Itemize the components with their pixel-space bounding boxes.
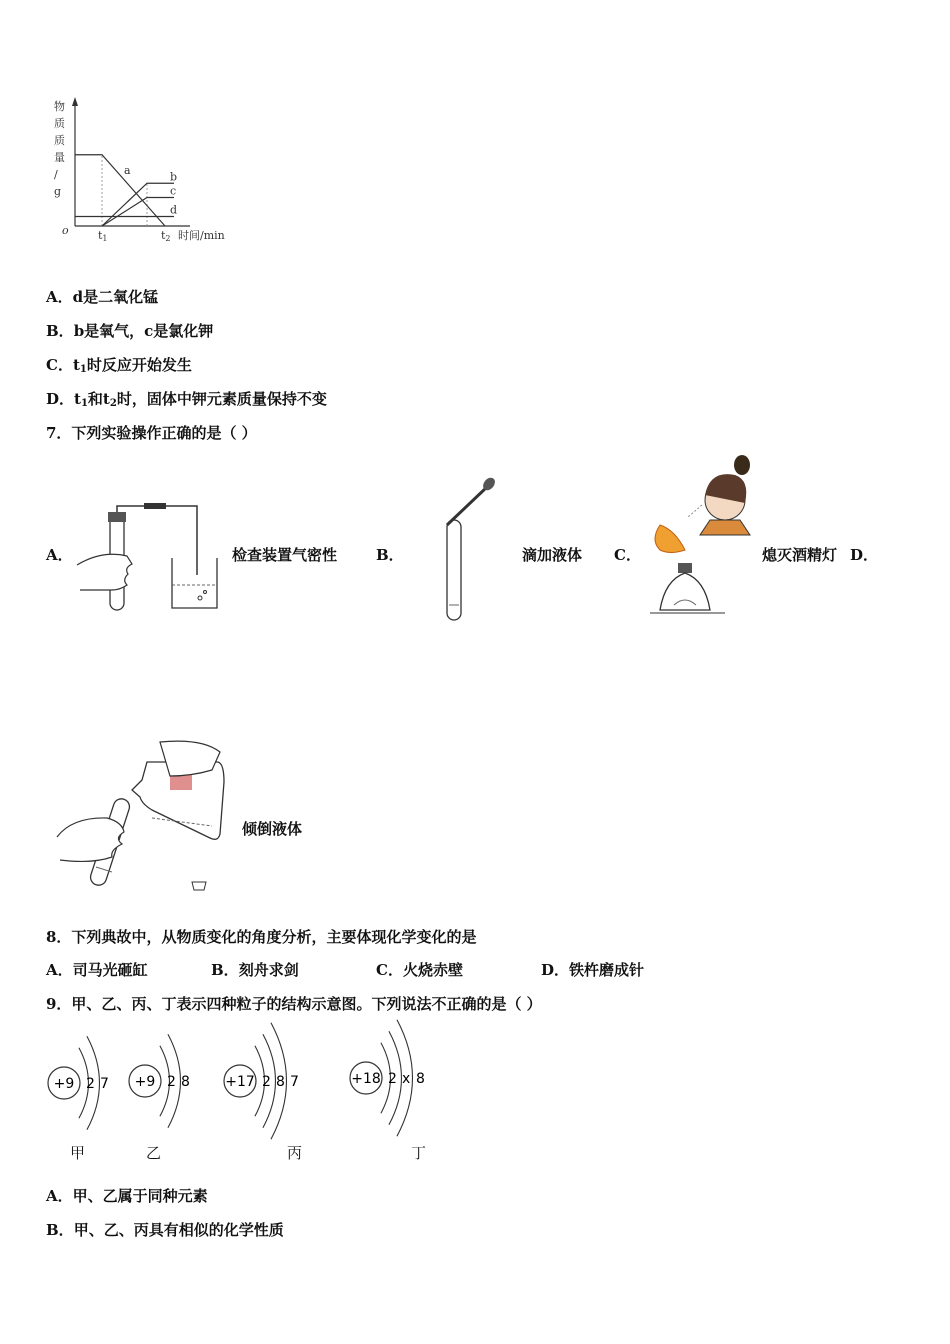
option-text: 刻舟求剑 [238, 961, 299, 979]
option-t: t [72, 356, 80, 374]
y-axis-label-char: 质 [54, 134, 65, 147]
y-axis-arrow [72, 97, 78, 106]
nucleus-charge: +9 [53, 1076, 75, 1092]
option-letter: A． [46, 288, 73, 306]
option-text: 时反应开始发生 [86, 356, 192, 374]
y-axis-label-char: g [54, 185, 62, 198]
q7-stem: 7．下列实验操作正确的是（ ） [46, 424, 257, 442]
atom-label-yi: 乙 [146, 1144, 162, 1162]
option-letter: D． [541, 961, 570, 979]
y-axis-label-char: / [54, 168, 58, 181]
electron-count: 7 [290, 1074, 299, 1090]
y-axis-label [54, 99, 65, 198]
atom-structure-diagrams [0, 1020, 950, 1160]
blowing-lamp-image [640, 455, 760, 620]
option-text: 甲、乙、丙具有相似的化学性质 [73, 1221, 284, 1239]
q8-option-d[interactable] [541, 959, 644, 980]
pouring-liquid-image [52, 742, 232, 892]
dropper-image [435, 475, 505, 625]
option-letter: B． [211, 961, 239, 979]
q7-option-b-caption: 滴加液体 [522, 546, 583, 564]
mass-time-chart [0, 0, 950, 260]
q7-option-c-caption: 熄灭酒精灯 [762, 546, 838, 564]
q6-option-a[interactable] [46, 286, 158, 307]
option-text: d是二氧化锰 [72, 288, 159, 306]
q7-option-d-letter[interactable]: D． [850, 546, 879, 564]
x-tick-t1: t1 [98, 229, 108, 243]
electron-count: 7 [100, 1076, 109, 1092]
option-letter: B． [46, 1221, 74, 1239]
nucleus-charge: +18 [351, 1071, 381, 1087]
electron-count: 8 [181, 1074, 190, 1090]
origin-label: o [62, 224, 69, 237]
q8-option-c[interactable] [376, 959, 463, 980]
series-label-c: c [170, 184, 177, 198]
q7-option-d-caption: 倾倒液体 [242, 820, 303, 838]
series-label-b: b [170, 170, 178, 184]
q8-option-b[interactable] [211, 959, 299, 980]
q6-option-c[interactable] [46, 354, 192, 375]
x-tick-labels [98, 229, 171, 243]
q8-stem: 8．下列典故中，从物质变化的角度分析，主要体现化学变化的是 [46, 928, 477, 946]
atom-label-jia: 甲 [70, 1144, 86, 1162]
electron-count: 2 [262, 1074, 271, 1090]
series-line-a [75, 155, 165, 226]
option-text: 甲、乙属于同种元素 [72, 1187, 208, 1205]
series-label-a: a [124, 163, 131, 177]
option-t: t [74, 390, 81, 408]
option-letter: C． [376, 961, 403, 979]
series-group [75, 155, 177, 226]
option-text: 时，固体中钾元素质量保持不变 [116, 390, 327, 408]
option-letter: D． [46, 390, 75, 408]
q6-option-d[interactable] [46, 388, 327, 409]
option-letter: A． [46, 961, 73, 979]
option-letter: A． [46, 1187, 73, 1205]
q7-option-a-caption: 检查装置气密性 [232, 546, 338, 564]
option-letter: B． [46, 322, 74, 340]
subscript: 1 [79, 364, 87, 375]
q9-stem: 9．甲、乙、丙、丁表示四种粒子的结构示意图。下列说法不正确的是（ ） [46, 995, 542, 1013]
x-axis-label: 时间/min [178, 229, 225, 242]
y-axis-label-char: 质 [54, 117, 65, 130]
option-text: 铁杵磨成针 [569, 961, 645, 979]
subscript: 1 [80, 398, 88, 409]
q9-option-b[interactable] [46, 1219, 284, 1240]
nucleus-charge: +9 [134, 1074, 156, 1090]
option-text: 火烧赤壁 [402, 961, 463, 979]
q7-option-a-letter[interactable]: A． [46, 546, 73, 564]
x-tick-t2: t2 [161, 229, 171, 243]
series-label-d: d [170, 203, 178, 217]
subscript: 2 [109, 398, 117, 409]
q6-option-b[interactable] [46, 320, 213, 341]
q7-option-c-letter[interactable]: C． [614, 546, 641, 564]
electron-count: x [402, 1071, 411, 1087]
airtightness-apparatus-image [72, 490, 232, 620]
electron-count: 8 [276, 1074, 285, 1090]
atom-label-ding: 丁 [411, 1144, 427, 1162]
y-axis-label-char: 物 [54, 100, 65, 113]
electron-count: 2 [388, 1071, 397, 1087]
electron-count: 2 [86, 1076, 95, 1092]
q8-option-a[interactable] [46, 959, 148, 980]
electron-count: 8 [416, 1071, 425, 1087]
nucleus-charge: +17 [225, 1074, 255, 1090]
electron-count: 2 [167, 1074, 176, 1090]
q7-option-b-letter[interactable]: B． [376, 546, 404, 564]
option-mid: 和t [87, 390, 110, 408]
q9-option-a[interactable] [46, 1185, 208, 1206]
option-letter: C． [46, 356, 73, 374]
atom-label-bing: 丙 [287, 1144, 303, 1162]
option-text: 司马光砸缸 [72, 961, 148, 979]
y-axis-label-char: 量 [54, 151, 65, 164]
option-text: b是氧气，c是氯化钾 [73, 322, 214, 340]
series-line-c [102, 198, 174, 227]
